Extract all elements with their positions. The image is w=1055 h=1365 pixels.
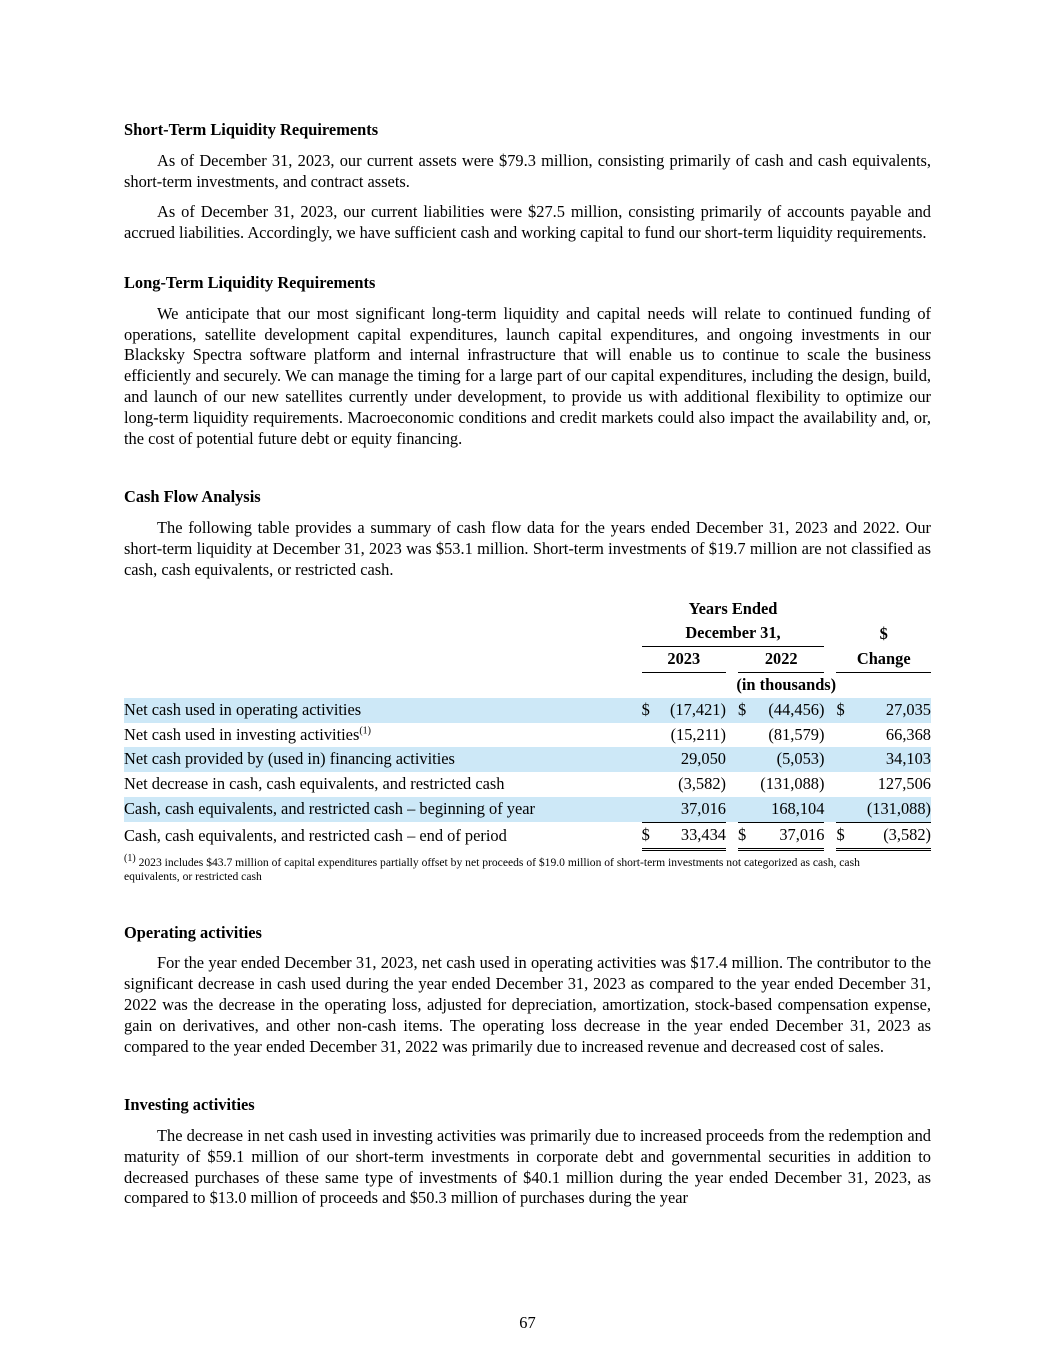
amount-2023: (17,421) <box>656 698 726 723</box>
currency-symbol <box>836 797 850 822</box>
spacer <box>726 797 738 822</box>
spacer <box>824 698 836 723</box>
table-header-row-2 <box>124 621 931 646</box>
currency-symbol <box>738 747 752 772</box>
amount-change: 27,035 <box>851 698 931 723</box>
paragraph-cash-flow-1: The following table provides a summary of cash flow data for the years ended December 31, 2023 and 2022. Our short-term liquidity at December 31, 2023 was $53.1 million. Short-term investments of $19.7 million are not classified as cash, cash equivalents, or restricted cash. <box>124 518 931 579</box>
table-header-row-4 <box>124 672 931 697</box>
paragraph-short-term-1: As of December 31, 2023, our current assets were $79.3 million, consisting primarily of cash and cash equivalents, short-term investments, and contract assets. <box>124 150 931 191</box>
currency-symbol: $ <box>738 822 752 849</box>
currency-symbol <box>738 723 752 748</box>
amount-2022: (131,088) <box>760 774 825 794</box>
spacer <box>824 647 836 673</box>
paragraph-operating-1: For the year ended December 31, 2023, net cash used in operating activities was $17.4 million. The contributor to the significant decrease in cash used during the year ended December 31, 2023 as compared to the year ended December 31, 2022 was the decrease in the operating loss, adjusted for depreciation, amortization, stock-based compensation expense, gain on derivatives, and other non-cash items. The operating loss decrease in the year ended December 31, 2023 as compared to the year ended December 31, 2022 was primarily due to increased revenue and decreased cost of sales. <box>124 953 931 1056</box>
table-header-row-3 <box>124 647 931 673</box>
amount-2022: (44,456) <box>752 698 824 723</box>
year-2023-header: 2023 <box>642 647 726 673</box>
row-label: Cash, cash equivalents, and restricted cash – end of period <box>124 826 507 846</box>
heading-operating-activities: Operating activities <box>124 922 262 942</box>
table-row <box>124 747 931 772</box>
row-label: Net cash used in operating activities <box>124 698 642 723</box>
paragraph-investing-1: The decrease in net cash used in investing activities was primarily due to increased proceeds from the redemption and maturity of $59.1 million of our short-term investments in corporate debt and governmental securities in addition to decreased purchases of these same type of investments of $40.1 million during the year ended December 31, 2023, as compared to $13.0 million of proceeds and $50.3 million of purchases during the year <box>124 1126 931 1208</box>
footnote-ref: (1) <box>359 725 372 737</box>
table-row <box>124 772 931 797</box>
table-row <box>124 698 931 723</box>
page-number: 67 <box>519 1313 536 1332</box>
amount-change: 127,506 <box>877 774 931 794</box>
spacer <box>824 723 836 748</box>
spacer <box>824 621 836 646</box>
spacer <box>726 747 738 772</box>
currency-symbol <box>642 723 656 748</box>
currency-symbol <box>836 723 850 748</box>
dollar-header: $ <box>879 623 888 643</box>
empty-cell <box>124 597 642 622</box>
amount-2022: (81,579) <box>768 724 825 744</box>
year-2022-header: 2022 <box>738 647 824 673</box>
amount-2023: 29,050 <box>656 747 726 772</box>
currency-symbol: $ <box>642 822 656 849</box>
spacer <box>824 822 836 849</box>
in-thousands-label: (in thousands) <box>736 674 837 694</box>
amount-2023: 33,434 <box>656 822 726 849</box>
footnote-text: 2023 includes $43.7 million of capital expenditures partially offset by net proceeds of $19.0 million of short-term investments not categorized as cash, cash equivalents, or restricted cash <box>124 855 860 884</box>
row-label: Net decrease in cash, cash equivalents, and restricted cash <box>124 774 505 794</box>
spacer <box>824 797 836 822</box>
amount-change: 34,103 <box>851 747 931 772</box>
currency-symbol: $ <box>836 698 850 723</box>
empty-cell <box>836 597 931 622</box>
amount-2023: (3,582) <box>678 774 726 794</box>
row-label: Cash, cash equivalents, and restricted cash – beginning of year <box>124 797 642 822</box>
heading-long-term-liquidity: Long-Term Liquidity Requirements <box>124 272 376 292</box>
currency-symbol <box>738 797 752 822</box>
table-row <box>124 822 931 849</box>
empty-cell <box>124 647 642 673</box>
heading-investing-activities: Investing activities <box>124 1095 255 1115</box>
years-ended-header: Years Ended <box>688 598 778 618</box>
spacer <box>726 698 738 723</box>
table-row <box>124 723 931 748</box>
currency-symbol <box>836 772 850 797</box>
spacer <box>824 772 836 797</box>
amount-change: (3,582) <box>851 822 931 849</box>
currency-symbol: $ <box>738 698 752 723</box>
currency-symbol: $ <box>836 822 850 849</box>
cash-flow-table-body <box>124 698 931 849</box>
table-footnote <box>124 852 902 885</box>
spacer <box>726 647 738 673</box>
paragraph-long-term-1: We anticipate that our most significant long-term liquidity and capital needs will relate to continued funding of operations, satellite development capital expenditures, launch capital expenditures, and ongoing investments in our Blacksky Spectra software platform and internal infrastructure that will enable us to continue to scale the business efficiently and securely. We can manage the timing for a large part of our capital expenditures, including the design, build, and launch of our new satellites currently under development, to provide us with additional flexibility to optimize our long-term liquidity requirements. Macroeconomic conditions and credit markets could also impact the availability and, or, the cost of potential future debt or equity financing. <box>124 303 931 448</box>
currency-symbol: $ <box>642 698 656 723</box>
spacer <box>726 723 738 748</box>
currency-symbol <box>738 772 752 797</box>
table-row <box>124 797 931 822</box>
amount-2023: 37,016 <box>656 797 726 822</box>
amount-change: 66,368 <box>885 724 931 744</box>
spacer <box>824 747 836 772</box>
change-header: Change <box>836 647 931 673</box>
currency-symbol <box>642 772 656 797</box>
spacer <box>726 772 738 797</box>
heading-short-term-liquidity: Short-Term Liquidity Requirements <box>124 120 379 139</box>
amount-2022: 168,104 <box>752 797 824 822</box>
currency-symbol <box>642 747 656 772</box>
amount-2023: (15,211) <box>670 724 726 744</box>
empty-cell <box>124 621 642 646</box>
amount-2022: (5,053) <box>752 747 824 772</box>
spacer <box>824 597 836 622</box>
footnote-ref: (1) <box>124 852 136 864</box>
table-header-row-1 <box>124 597 931 622</box>
cash-flow-table <box>124 597 931 851</box>
page-content <box>124 120 931 1209</box>
empty-cell <box>124 672 642 697</box>
spacer <box>726 822 738 849</box>
currency-symbol <box>642 797 656 822</box>
row-label: Net cash provided by (used in) financing activities <box>124 747 642 772</box>
december-31-header: December 31, <box>642 621 825 646</box>
amount-2022: 37,016 <box>752 822 824 849</box>
paragraph-short-term-2: As of December 31, 2023, our current liabilities were $27.5 million, consisting primarily of accounts payable and accrued liabilities. Accordingly, we have sufficient cash and working capital to fund our short-term liquidity requirements. <box>124 202 931 243</box>
currency-symbol <box>836 747 850 772</box>
amount-change: (131,088) <box>851 797 931 822</box>
row-label: Net cash used in investing activities$^{(1)}$ <box>124 724 372 744</box>
heading-cash-flow-analysis: Cash Flow Analysis <box>124 487 261 507</box>
